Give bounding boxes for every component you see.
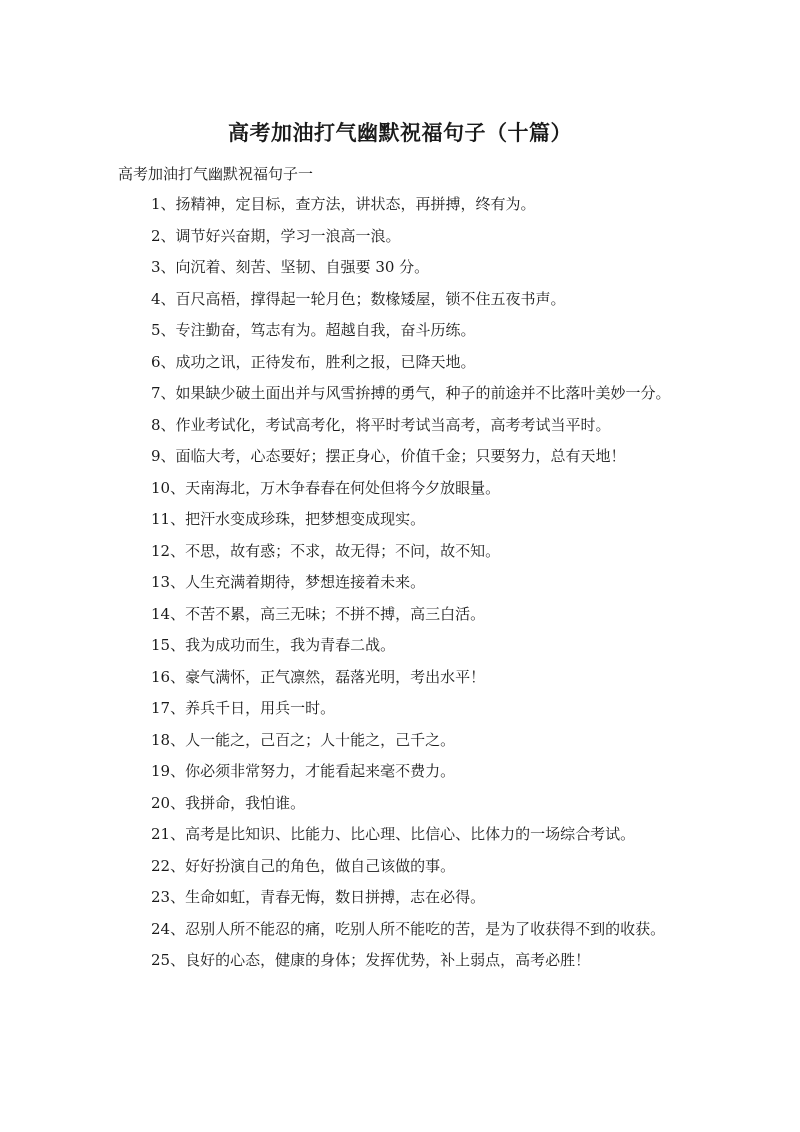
list-item: 14、不苦不累，高三无味；不拼不搏，高三白活。 [151, 604, 486, 623]
list-item: 3、向沉着、刻苦、坚韧、自强要 30 分。 [151, 258, 430, 276]
document-title: 高考加油打气幽默祝福句子（十篇） [228, 121, 572, 145]
list-item: 23、生命如虹，青春无悔，数日拼搏，志在必得。 [151, 888, 486, 906]
list-item: 6、成功之讯，正待发布，胜利之报，已降天地。 [151, 352, 476, 371]
list-item: 21、高考是比知识、比能力、比心理、比信心、比体力的一场综合考试。 [151, 825, 636, 843]
list-item: 8、作业考试化，考试高考化，将平时考试当高考，高考考试当平时。 [151, 415, 611, 434]
list-item: 17、养兵千日，用兵一时。 [151, 699, 336, 717]
list-item: 16、豪气满怀，正气凛然，磊落光明，考出水平！ [151, 667, 486, 686]
list-item: 9、面临大考，心态要好；摆正身心，价值千金；只要努力，总有天地！ [151, 447, 626, 465]
list-item: 7、如果缺少破土面出并与风雪拚搏的勇气，种子的前途并不比落叶美妙一分。 [151, 384, 671, 402]
list-item: 1、扬精神，定目标，查方法，讲状态，再拼搏，终有为。 [151, 195, 536, 213]
list-item: 11、把汗水变成珍珠，把梦想变成现实。 [151, 510, 426, 528]
list-item: 24、忍别人所不能忍的痛，吃别人所不能吃的苦，是为了收获得不到的收获。 [151, 919, 666, 938]
list-item: 5、专注勤奋，笃志有为。超越自我，奋斗历练。 [151, 321, 476, 339]
list-item: 20、我拼命，我怕谁。 [151, 793, 306, 812]
list-item: 2、调节好兴奋期，学习一浪高一浪。 [151, 226, 401, 245]
list-item: 4、百尺高梧，撑得起一轮月色；数椽矮屋，锁不住五夜书声。 [151, 289, 566, 308]
list-item: 10、天南海北，万木争春春在何处但将今夕放眼量。 [151, 478, 501, 497]
list-item: 19、你必须非常努力，才能看起来毫不费力。 [151, 762, 456, 780]
list-item: 12、不思，故有惑；不求，故无得；不问，故不知。 [151, 541, 501, 560]
section-subtitle: 高考加油打气幽默祝福句子一 [118, 165, 314, 183]
list-item: 18、人一能之，己百之；人十能之，己千之。 [151, 730, 456, 749]
blessing-list [0, 192, 800, 980]
list-item: 25、良好的心态，健康的身体；发挥优势，补上弱点，高考必胜！ [151, 951, 591, 969]
list-item: 15、我为成功而生，我为青春二战。 [151, 636, 396, 654]
list-item: 22、好好扮演自己的角色，做自己该做的事。 [151, 856, 456, 875]
list-item: 13、人生充满着期待，梦想连接着未来。 [151, 573, 426, 591]
